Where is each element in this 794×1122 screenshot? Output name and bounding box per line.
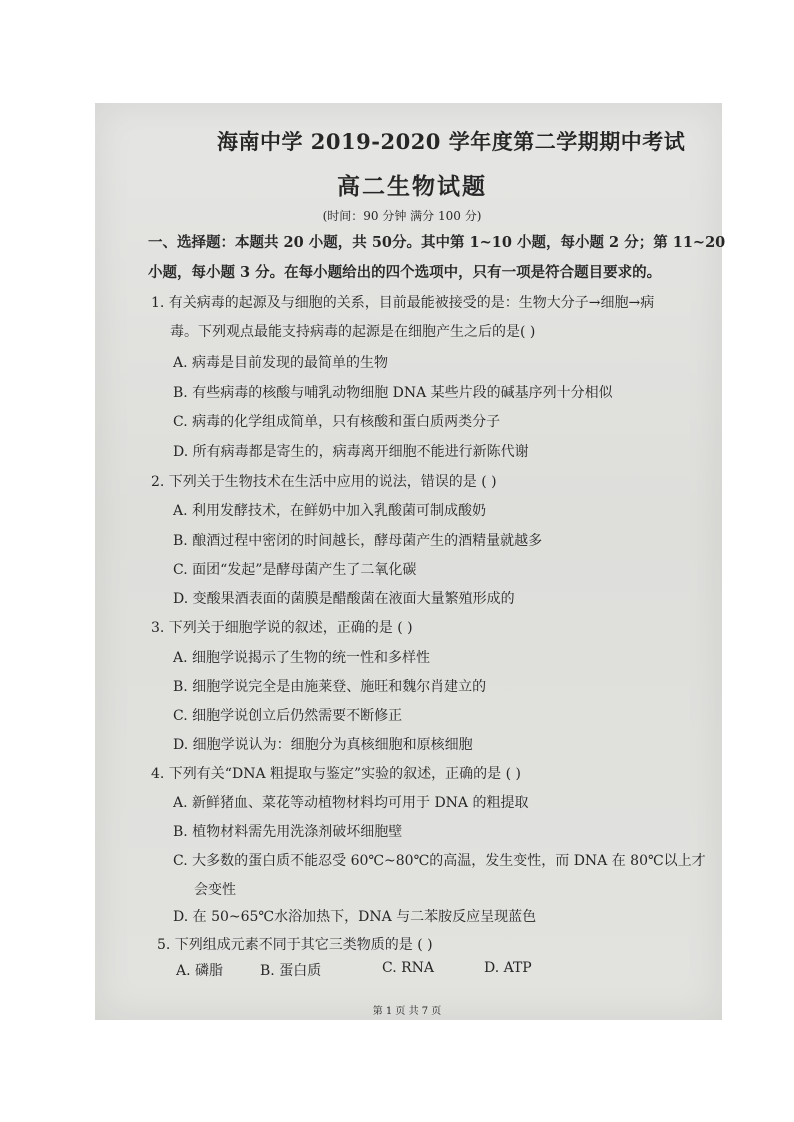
question-5-option-d: D. ATP bbox=[484, 960, 532, 976]
question-2-option-c: C. 面团“发起”是酵母菌产生了二氧化碳 bbox=[173, 562, 417, 578]
question-2-option-a: A. 利用发酵技术，在鲜奶中加入乳酸菌可制成酸奶 bbox=[173, 503, 487, 519]
question-1-option-b: B. 有些病毒的核酸与哺乳动物细胞 DNA 某些片段的碱基序列十分相似 bbox=[173, 385, 613, 401]
question-1-option-c: C. 病毒的化学组成简单，只有核酸和蛋白质两类分子 bbox=[173, 414, 501, 430]
question-4-option-a: A. 新鲜猪血、菜花等动植物材料均可用于 DNA 的粗提取 bbox=[173, 795, 529, 811]
question-4-option-c: C. 大多数的蛋白质不能忍受 60℃~80℃的高温，发生变性，而 DNA 在 80℃以上才 bbox=[173, 853, 706, 869]
question-2-option-b: B. 酿酒过程中密闭的时间越长，酵母菌产生的酒精量就越多 bbox=[173, 533, 543, 549]
question-1-stem-line-1: 1. 有关病毒的起源及与细胞的关系，目前最能被接受的是：生物大分子→细胞→病 bbox=[151, 295, 655, 311]
question-2-stem: 2. 下列关于生物技术在生活中应用的说法，错误的是 ( ) bbox=[151, 474, 497, 490]
question-1-option-a: A. 病毒是目前发现的最简单的生物 bbox=[173, 355, 389, 371]
question-3-stem: 3. 下列关于细胞学说的叙述，正确的是 ( ) bbox=[151, 620, 413, 636]
time-and-score-info: (时间：90 分钟 满分 100 分) bbox=[322, 209, 482, 223]
question-2-option-d: D. 变酸果酒表面的菌膜是醋酸菌在液面大量繁殖形成的 bbox=[173, 591, 515, 607]
question-3-option-d: D. 细胞学说认为：细胞分为真核细胞和原核细胞 bbox=[173, 737, 473, 753]
page-footer: 第 1 页 共 7 页 bbox=[372, 1006, 442, 1017]
question-5-option-c: C. RNA bbox=[382, 960, 435, 976]
question-4-option-d: D. 在 50~65℃水浴加热下，DNA 与二苯胺反应呈现蓝色 bbox=[173, 909, 537, 925]
section-instructions-line-1: 一、选择题：本题共 20 小题，共 50分。其中第 1~10 小题，每小题 2 分；第 11~20 bbox=[148, 234, 726, 251]
exam-title: 海南中学 2019-2020 学年度第二学期期中考试 bbox=[217, 129, 686, 154]
question-3-option-b: B. 细胞学说完全是由施莱登、施旺和魏尔肖建立的 bbox=[173, 679, 487, 695]
question-5-option-b: B. 蛋白质 bbox=[260, 963, 322, 979]
question-5-option-a: A. 磷脂 bbox=[176, 963, 224, 979]
question-1-option-d: D. 所有病毒都是寄生的，病毒离开细胞不能进行新陈代谢 bbox=[173, 444, 529, 460]
question-1-stem-line-2: 毒。下列观点最能支持病毒的起源是在细胞产生之后的是( ) bbox=[170, 324, 536, 340]
section-instructions-line-2: 小题，每小题 3 分。在每小题给出的四个选项中，只有一项是符合题目要求的。 bbox=[148, 264, 662, 281]
question-3-option-a: A. 细胞学说揭示了生物的统一性和多样性 bbox=[173, 650, 431, 666]
question-4-stem: 4. 下列有关“DNA 粗提取与鉴定”实验的叙述，正确的是 ( ) bbox=[151, 766, 521, 782]
question-5-stem: 5. 下列组成元素不同于其它三类物质的是 ( ) bbox=[157, 937, 433, 953]
exam-subtitle: 高二生物试题 bbox=[337, 173, 487, 200]
question-4-option-c-continued: 会变性 bbox=[194, 882, 236, 898]
question-3-option-c: C. 细胞学说创立后仍然需要不断修正 bbox=[173, 708, 403, 724]
question-4-option-b: B. 植物材料需先用洗涤剂破坏细胞壁 bbox=[173, 824, 403, 840]
